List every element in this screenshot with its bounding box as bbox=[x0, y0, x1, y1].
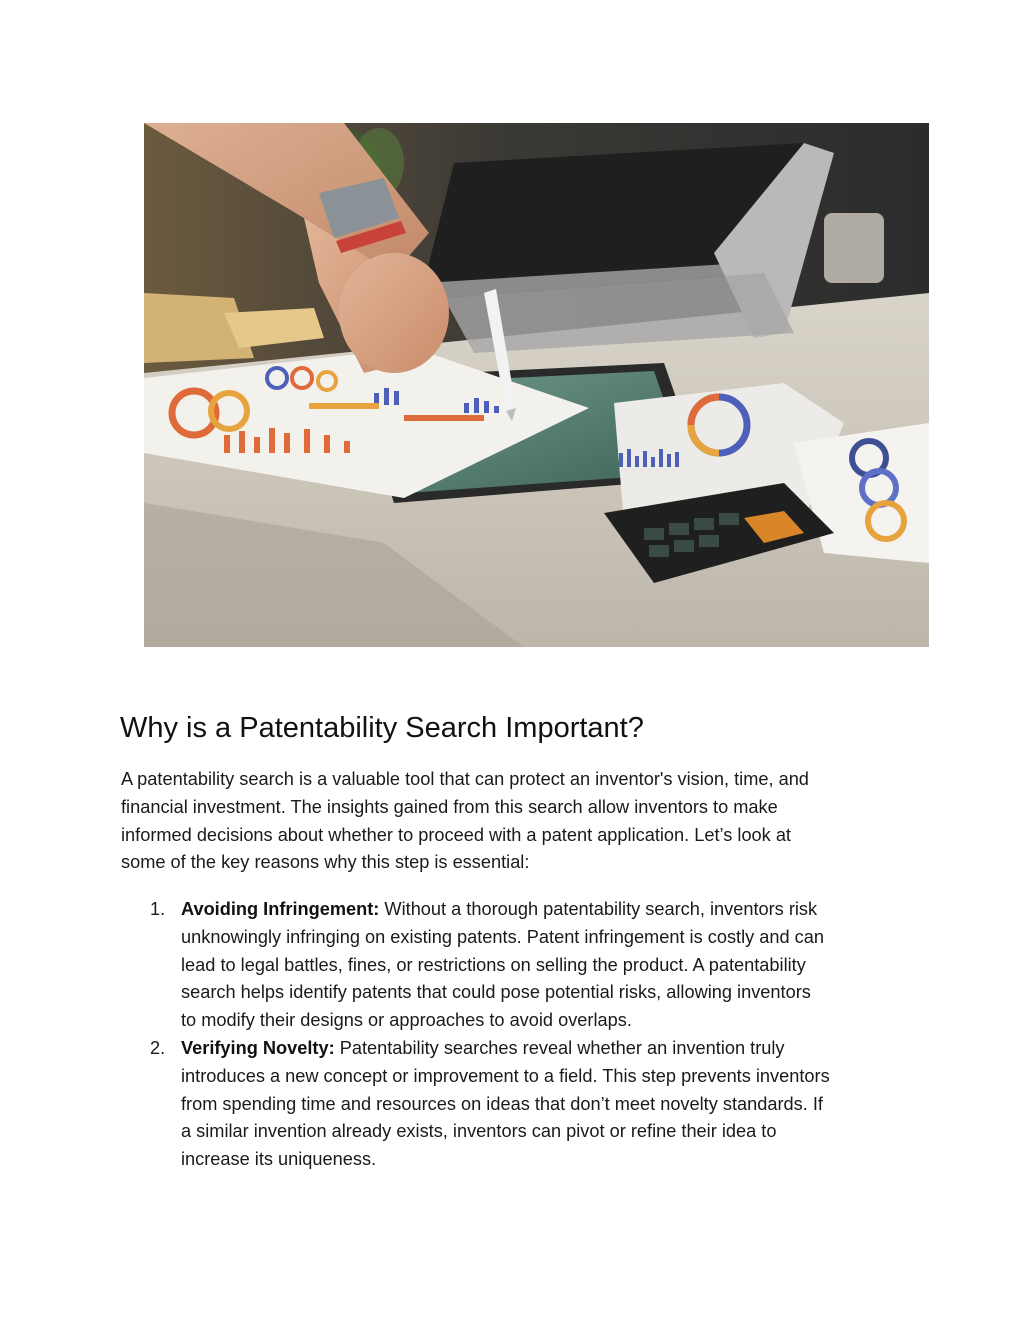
list-item-text: Patentability searches reveal whether an invention truly bbox=[334, 1037, 785, 1058]
hero-photo bbox=[144, 123, 929, 647]
intro-line: financial investment. The insights gained from this search allow inventors to make bbox=[121, 796, 778, 817]
list-item-line: a similar invention already exists, inventors can pivot or refine their idea to bbox=[181, 1121, 777, 1142]
list-item-first-line bbox=[181, 1035, 921, 1063]
list-item-title: Avoiding Infringement: bbox=[181, 899, 380, 919]
list-item-line: to modify their designs or approaches to avoid overlaps. bbox=[181, 1010, 632, 1031]
reasons-list bbox=[121, 896, 921, 1174]
list-item-number: 1. bbox=[150, 899, 166, 919]
list-item-title: Verifying Novelty: bbox=[181, 1037, 335, 1058]
list-item-line: increase its uniqueness. bbox=[181, 1149, 377, 1170]
list-item-first-line bbox=[181, 896, 921, 924]
intro-line: A patentability search is a valuable tool that can protect an inventor's vision, time, and bbox=[121, 769, 809, 789]
intro-line: informed decisions about whether to proceed with a patent application. Let’s look at bbox=[121, 824, 791, 845]
list-item-avoiding-infringement bbox=[121, 896, 921, 1035]
list-item-verifying-novelty bbox=[121, 1035, 921, 1174]
list-item-line: from spending time and resources on ideas that don’t meet novelty standards. If bbox=[181, 1093, 823, 1114]
list-item-line: unknowingly infringing on existing patents. Patent infringement is costly and can bbox=[181, 926, 825, 947]
list-item-line: introduces a new concept or improvement to a field. This step prevents inventors bbox=[181, 1065, 830, 1086]
intro-line: some of the key reasons why this step is essential: bbox=[121, 852, 530, 873]
list-item-line: search helps identify patents that could pose potential risks, allowing inventors bbox=[181, 982, 811, 1003]
list-item-line: lead to legal battles, fines, or restrictions on selling the product. A patentability bbox=[181, 954, 806, 975]
section-heading: Why is a Patentability Search Important? bbox=[120, 712, 644, 744]
hero-photo-illustration bbox=[144, 123, 929, 647]
list-item-text: Without a thorough patentability search, inventors risk bbox=[379, 899, 818, 919]
intro-paragraph bbox=[121, 766, 911, 877]
list-item-number: 2. bbox=[150, 1037, 166, 1058]
